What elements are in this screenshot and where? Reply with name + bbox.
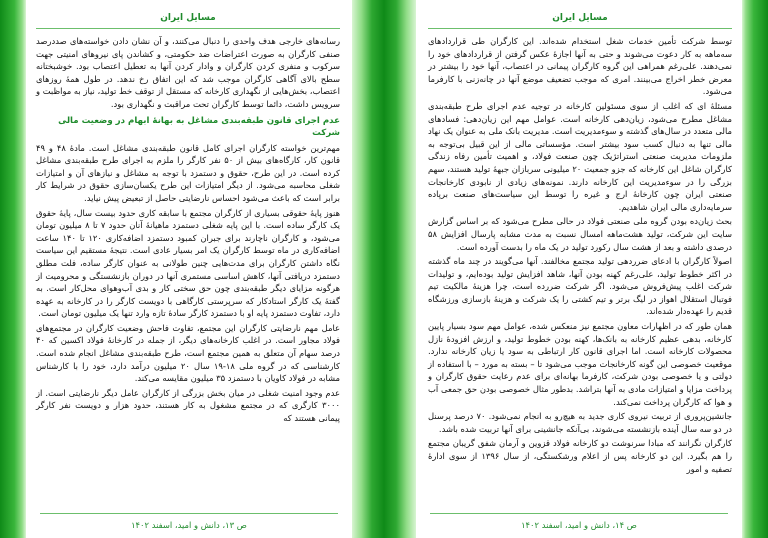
- paragraph: کارگران نگرانند که مبادا سرنوشت دو کارخانه فولاد قزوین و آرمان شفق گریبان مجتمع را هم بگیرد. این دو کارخانه پس از اعلام ورشکستگی، از سال ۱۳۹۶ از سوی ادارهٔ تصفیه و امور: [428, 438, 732, 474]
- footer-divider: [430, 513, 728, 514]
- paragraph: عدم وجود امنیت شغلی در میان بخش بزرگی از کارگران عامل دیگر نارضایتی است. از ۳۰۰۰ کارگری که در مجتمع مشغول به کار هستند، حدود هزار و دویست نفر کارگر پیمانی هستند که: [36, 387, 340, 424]
- right-page-body: [428, 35, 732, 475]
- paragraph: جانشین‌پروری از تربیت نیروی کاری جدید به هیچ‌رو به انجام نمی‌شود. ۷۰ درصد پرسنل در دو سه سال آینده بازنشسته می‌شوند، بی‌آنکه جانشینی برای آنها تربیت شده باشد.: [428, 411, 732, 434]
- header-divider: [36, 28, 340, 29]
- section-heading: عدم اجرای قانون طبقه‌بندی مشاغل به بهانهٔ ابهام در وضعیت مالی شرکت: [58, 115, 340, 138]
- page-header-title: مسایل ایران: [160, 13, 216, 23]
- paragraph: اصولاً کارگران با ادعای ضرردهی تولید مجتمع مخالفند. آنها می‌گویند در چند ماه گذشته در اکثر خطوط تولید، علی‌رغم کهنه بودن آنها، شاهد افزایش تولید بوده‌ایم، و تولیدات شرکت اغلب پیش‌فروش می‌شود. اگر شرکت ضررده است، چرا هزینهٔ مالکیت تیم فوتبال استقلال اهواز در لیگ برتر و تیم کشتی را یک شرکت و هزینهٔ بازسازی ورزشگاه قدیم را عهده‌دار شده‌اند.: [428, 256, 732, 317]
- footer-divider: [40, 513, 338, 514]
- page-footer: ص ۱۴، دانش و امید، اسفند ۱۴۰۲: [521, 520, 637, 530]
- right-page-edge-decoration: [742, 0, 768, 538]
- paragraph: توسط شرکت تأمین خدمات شغل استخدام شده‌اند. این کارگران طی قراردادهای سه‌ماهه به کار دعوت می‌شوند و حتی به آنها اجازهٔ عکس گرفتن از قراردادهای خود را نمی‌دهند. علی‌رغم همراهی این گروه کارگران پیمانی در اعتصاب، آنها خود را بیشتر در معرض خطر اخراج می‌بینند. امری که موجب تضعیف موضع آنها در چانه‌زنی با کارفرما می‌شود.: [428, 36, 732, 97]
- left-page-edge-decoration: [0, 0, 26, 538]
- paragraph: مسئلهٔ ای که اغلب از سوی مسئولین کارخانه در توجیه عدم اجرای طرح طبقه‌بندی مشاغل مطرح می‌شود، زیان‌دهی کارخانه است. عوامل مهم این زیان‌دهی: فسادهای مالی متعدد در سال‌های گذشته و سوءمدیریت است. مدیریت بانک ملی به عنوان یک نهاد مالی تنها به دنبال کسب سود بیشتر است. مؤسساتی مالی از این قبیل بی‌توجه به ملزومات مدیریت صنعتی استراتژیک چون صنعت فولاد، و اهمیت تأمین رفاه زندگی کارگران شاغل این کارخانه که جزو جمعیت ۲۰ میلیونی سربازان جبههٔ تولید هستند، سهم بزرگی را در سوءمدیریت این کارخانه دارند. نمونه‌های زیادی از نابودی کارخانجات صنعتی ایران چون کارخانهٔ ارج و غیره را توسط این سیاست‌های صنعت برپاده سرمایه‌داری مالی ایران شاهدیم.: [428, 100, 732, 212]
- header-divider: [428, 28, 732, 29]
- paragraph: رسانه‌های خارجی هدف واحدی را دنبال می‌کنند، و آن نشان دادن خواسته‌های صددرصد صنفی کارگران به صورت اعتراضات ضد حکومتی، و کشاندن پای نیروهای امنیتی جهت سرکوب و منفری کردن کارگران و وادار کردن آنها به تعطیل اعتصاب بود. خوشبختانه سطح بالای آگاهی کارگران موجب شد که این اتفاق رخ ندهد. در طول همهٔ روزهای اعتصاب، بخش‌هایی از نگهداری کارخانه که مستقل از توقف خط تولید، نیاز به مواظبت و سرویس داشت، دائما توسط کارگران تحت مراقبت و نگهداری بود.: [36, 36, 340, 109]
- right-gutter-decoration: [384, 0, 416, 538]
- paragraph: مهم‌ترین خواسته کارگران اجرای کامل قانون طبقه‌بندی مشاغل است. مادهٔ ۴۸ و ۴۹ قانون کار، کارگاه‌های بیش از ۵۰ نفر کارگر را ملزم به اجرای طرح طبقه‌بندی مشاغل کرده است. در این طرح، حقوق و دستمزد با توجه به مشاغل و نیازهای آن و امتیازات شغلی محاسبه می‌شود. از دیگر امتیازات این طرح یکسان‌سازی حقوق در شرایط کار برابر است که باعث می‌شود احساس نارضایتی حاصل از تبعیض پیش نیاید.: [36, 142, 340, 203]
- page-footer: ص ۱۳، دانش و امید، اسفند ۱۴۰۲: [131, 520, 247, 530]
- paragraph: هنوز پایهٔ حقوقی بسیاری از کارگران مجتمع با سابقه کاری حدود بیست سال، پایهٔ حقوق یک کارگر ساده است. با این پایه شغلی دستمزد ماهیانهٔ آنان حدود ۷ تا ۸ میلیون تومان می‌شود، و کارگران ناچارند برای جبران کمبود دستمزد اضافه‌کاری ۱۲۰ تا ۱۴۰ ساعت اضافه‌کاری در ماه توسط کارگران یک امر بسیار عادی است. نتیجهٔ مستقیم این سیاست نگاه داشتن کارگران برای مدت‌هایی چنین طولانی به عنوان کارگر ساده، فلت مطلق دستمزد دریافتی آنها، کاهش اساسی مستمری آنها در دوران بازنشستگی و محرومیت از هرگونه مزایای دیگر طبقه‌بندی چون حق سختی کار و بدی آب‌وهوای محل‌کار است. به گفتهٔ یک کارگر استادکار که سرپرستی کارگاهی با دویست کارگر را در کارخانه به عهده دارد، تفاوت دستمزد پایه او با دستمزد کارگر سادهٔ تازه وارد تنها یک میلیون تومان است.: [36, 207, 340, 319]
- left-page-body: [36, 35, 340, 425]
- left-gutter-decoration: [352, 0, 384, 538]
- left-page: [26, 0, 352, 538]
- page-header-title: مسایل ایران: [552, 13, 608, 23]
- right-page: [416, 0, 742, 538]
- paragraph: عامل مهم نارضایتی کارگران این مجتمع، تفاوت فاحش وضعیت کارگران در مجتمع‌های فولاد مجاور است. در اغلب کارخانه‌های دیگر، از جمله در کارخانهٔ فولاد اکسین که ۴۰ درصد سهام آن متعلق به همین مجتمع است، طرح طبقه‌بندی مشاغل انجام شده است. کارشناسی که در گروه ملی ۱۸-۱۹ سال ۲۰ میلیون درآمد دارد، خود را با کارشناس مشابه در فولاد کاویان با دستمزد ۳۵ میلیون مقایسه می‌کند.: [36, 322, 340, 384]
- paragraph: بحث زیان‌ده بودن گروه ملی صنعتی فولاد در حالی مطرح می‌شود که بر اساس گزارش سایت این شرکت، تولید هشت‌ماهه امسال نسبت به مدت مشابه پارسال افزایش ۵۸ درصدی داشته و بعد از هشت سال رکورد تولید در یک ماه را بدست آورده است.: [428, 216, 732, 252]
- paragraph: همان طور که در اظهارات معاون مجتمع نیز منعکس شده، عوامل مهم سود بسیار پایین کارخانه، بدهی عظیم کارخانه به بانک‌ها، کهنه بودن خطوط تولید، و ارزش افزودهٔ نازل محصولات کارخانه است. اما اجرای قانون کار ارتباطی به سود یا زیان کارخانه ندارد. موقعیت خصوصی این گونه کارخانجات موجب می‌شود تا – بسته به مورد – با استفاده از دولتی و یا خصوصی بودن شرکت، کارفرما بهانه‌ای برای عدم رعایت حقوق کارگران و پرداخت مزایا و امتیازات مادی به آنها بتراشد. بدطور مثال خصوصی بودن حق جمعی آب و هوا که کارگران پرداخت نمی‌کند.: [428, 321, 732, 407]
